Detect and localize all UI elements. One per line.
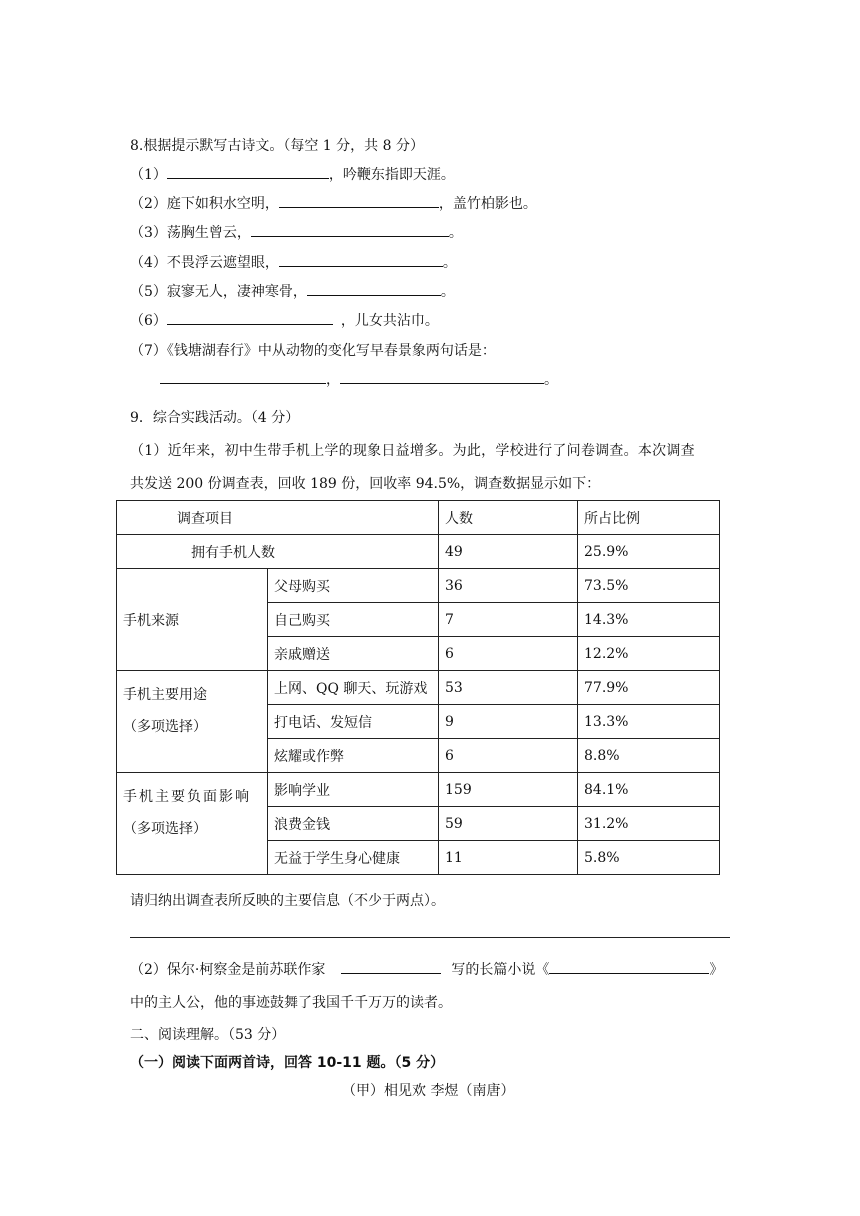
usage-label: 手机主要用途 — [123, 687, 207, 703]
source-count: 7 — [439, 603, 578, 637]
q8-item-1-blank[interactable] — [167, 164, 329, 179]
usage-note: （多项选择） — [123, 719, 207, 735]
q8-item-4-blank[interactable] — [279, 252, 443, 267]
q8-item-1-suffix: ，吟鞭东指即天涯。 — [328, 167, 455, 183]
usage-item: 炫耀或作弊 — [268, 739, 439, 773]
owned-count: 49 — [439, 535, 578, 569]
q8-item-3-suffix: 。 — [448, 225, 463, 241]
source-ratio: 73.5% — [578, 569, 720, 603]
impact-item: 影响学业 — [268, 773, 439, 807]
section2-title: 二、阅读理解。（53 分） — [130, 1027, 286, 1043]
source-count: 6 — [439, 637, 578, 671]
q8-item-4-prefix: （4）不畏浮云遮望眼， — [130, 255, 279, 271]
q8-item-7-blank-1[interactable] — [160, 369, 326, 384]
header-count: 人数 — [439, 501, 578, 535]
q8-item-3 — [130, 222, 463, 242]
q8-item-6 — [130, 310, 439, 330]
usage-ratio: 13.3% — [578, 705, 720, 739]
q8-item-1-prefix: （1） — [130, 167, 167, 183]
q8-item-6-blank[interactable] — [167, 310, 333, 325]
impact-label: 手机主要负面影响 — [123, 789, 251, 805]
q8-item-5-suffix: 。 — [440, 284, 455, 300]
impact-count: 59 — [439, 807, 578, 841]
impact-item: 无益于学生身心健康 — [268, 841, 439, 875]
q8-item-6-suffix: ，儿女共沾巾。 — [340, 313, 439, 329]
q9-q2-author-blank[interactable] — [341, 959, 441, 974]
table-row — [117, 773, 720, 807]
impact-note: （多项选择） — [123, 821, 207, 837]
q8-item-3-prefix: （3）荡胸生曾云， — [130, 225, 251, 241]
q8-item-4 — [130, 252, 457, 272]
source-ratio: 14.3% — [578, 603, 720, 637]
q9-intro-line1: （1）近年来，初中生带手机上学的现象日益增多。为此，学校进行了问卷调查。本次调查 — [130, 443, 695, 459]
impact-ratio: 5.8% — [578, 841, 720, 875]
q9-summary-prompt: 请归纳出调查表所反映的主要信息（不少于两点）。 — [130, 893, 445, 909]
usage-ratio: 77.9% — [578, 671, 720, 705]
q8-title: 8.根据提示默写古诗文。（每空 1 分，共 8 分） — [130, 138, 424, 154]
usage-item: 上网、QQ 聊天、玩游戏 — [268, 671, 439, 705]
impact-ratio: 84.1% — [578, 773, 720, 807]
impact-ratio: 31.2% — [578, 807, 720, 841]
q9-q2-text-2: 写的长篇小说《 — [451, 962, 550, 978]
q9-q2-line1 — [130, 959, 723, 979]
poem-title: （甲）相见欢 李煜（南唐） — [342, 1083, 515, 1099]
owned-label: 拥有手机人数 — [117, 535, 439, 569]
q8-item-5-blank[interactable] — [307, 281, 441, 296]
header-item: 调查项目 — [117, 501, 439, 535]
q8-item-7: （7）《钱塘湖春行》中从动物的变化写早春景象两句话是： — [130, 343, 496, 359]
impact-item: 浪费金钱 — [268, 807, 439, 841]
q8-item-5 — [130, 281, 455, 301]
source-item: 自己购买 — [268, 603, 439, 637]
q8-item-3-blank[interactable] — [251, 222, 449, 237]
source-label: 手机来源 — [117, 569, 268, 671]
usage-count: 6 — [439, 739, 578, 773]
q8-item-6-prefix: （6） — [130, 313, 167, 329]
q8-item-7-separator: ， — [326, 372, 340, 388]
table-row — [117, 671, 720, 705]
q9-q2-text-1: （2）保尔·柯察金是前苏联作家 — [130, 962, 326, 978]
q8-item-2 — [130, 193, 537, 213]
owned-ratio: 25.9% — [578, 535, 720, 569]
impact-count: 159 — [439, 773, 578, 807]
table-row — [117, 569, 720, 603]
q8-item-2-prefix: （2）庭下如积水空明， — [130, 196, 279, 212]
q8-item-7-end: 。 — [544, 372, 558, 388]
q9-intro-line2: 共发送 200 份调查表，回收 189 份，回收率 94.5%，调查数据显示如下： — [130, 476, 601, 492]
q9-q2-novel-blank[interactable] — [549, 959, 709, 974]
source-count: 36 — [439, 569, 578, 603]
usage-label-cell — [117, 671, 268, 773]
q9-q2-line2: 中的主人公，他的事迹鼓舞了我国千千万万的读者。 — [130, 995, 452, 1011]
q8-item-5-prefix: （5）寂寥无人，凄神寒骨， — [130, 284, 307, 300]
table-header-row — [117, 501, 720, 535]
table-row — [117, 535, 720, 569]
header-ratio: 所占比例 — [578, 501, 720, 535]
q8-item-2-suffix: ，盖竹柏影也。 — [438, 196, 537, 212]
survey-table — [116, 500, 720, 875]
section2-sub1: （一）阅读下面两首诗，回答 10-11 题。（5 分） — [130, 1055, 445, 1071]
impact-label-cell — [117, 773, 268, 875]
q9-title: 9．综合实践活动。（4 分） — [130, 410, 300, 426]
usage-ratio: 8.8% — [578, 739, 720, 773]
q8-item-2-blank[interactable] — [279, 193, 439, 208]
source-item: 父母购买 — [268, 569, 439, 603]
q8-item-7-answer — [160, 369, 558, 389]
q9-answer-line[interactable] — [130, 937, 730, 938]
impact-count: 11 — [439, 841, 578, 875]
usage-count: 9 — [439, 705, 578, 739]
q8-item-7-blank-2[interactable] — [340, 369, 544, 384]
usage-count: 53 — [439, 671, 578, 705]
source-ratio: 12.2% — [578, 637, 720, 671]
q8-item-1 — [130, 164, 455, 184]
q9-q2-text-3: 》 — [709, 962, 724, 978]
q8-item-4-suffix: 。 — [442, 255, 457, 271]
usage-item: 打电话、发短信 — [268, 705, 439, 739]
source-item: 亲戚赠送 — [268, 637, 439, 671]
